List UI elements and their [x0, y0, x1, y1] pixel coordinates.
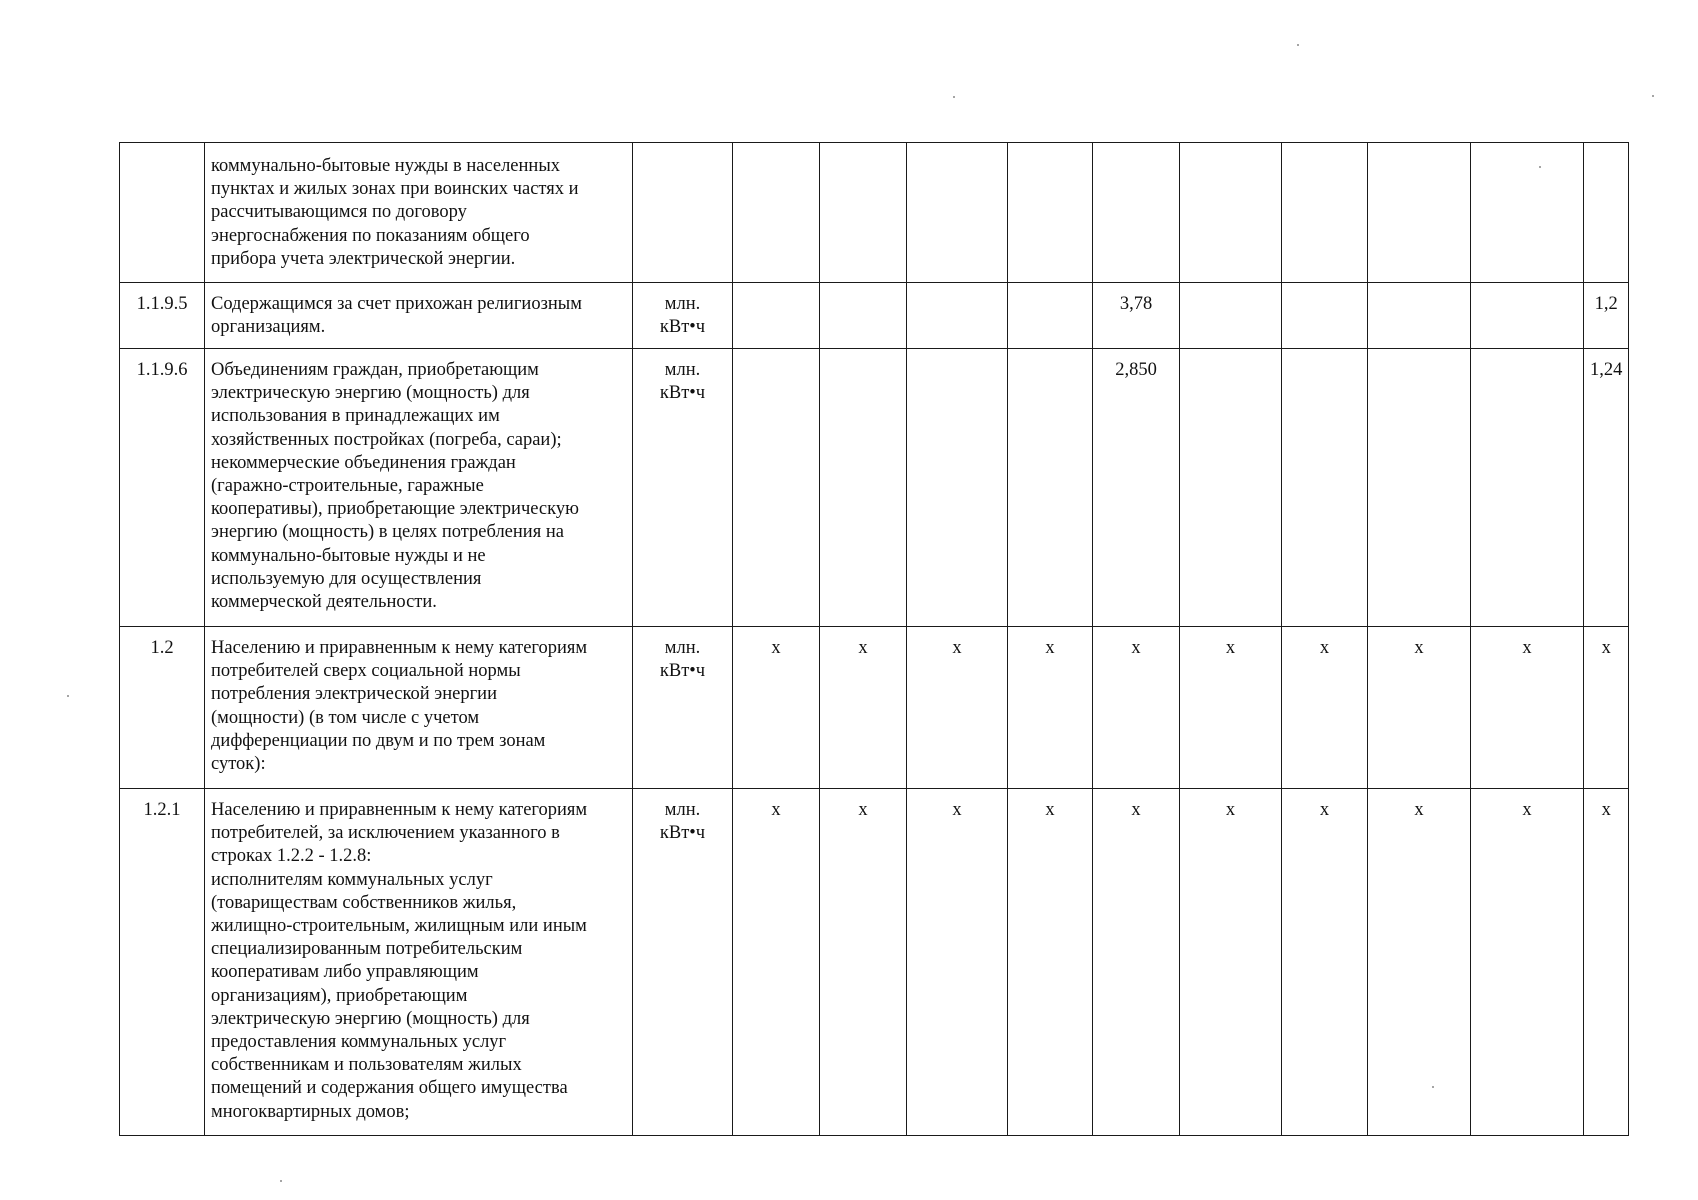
unit-cell — [633, 143, 733, 283]
unit-line: млн. — [664, 294, 701, 314]
value-cell: х — [1584, 627, 1629, 789]
description-cell — [205, 349, 633, 627]
row-number-cell: 1.2 — [120, 627, 205, 789]
unit-line: кВт•ч — [659, 383, 706, 404]
unit-line: млн. — [664, 360, 701, 380]
table-row — [120, 143, 1629, 283]
unit-line: млн. — [664, 800, 701, 820]
description-cell — [205, 283, 633, 349]
value-cell: х — [907, 627, 1008, 789]
row-number-cell: 1.1.9.5 — [120, 283, 205, 349]
value-cell — [820, 349, 907, 627]
description-line: рассчитывающимся по договору — [211, 202, 467, 223]
value-cell — [1282, 283, 1368, 349]
description-line: Объединениям граждан, приобретающим — [211, 360, 539, 380]
value-cell — [1471, 143, 1584, 283]
value-cell: х — [907, 789, 1008, 1136]
value-cell — [1282, 143, 1368, 283]
value-cell: х — [820, 627, 907, 789]
value-cell — [1368, 283, 1471, 349]
value-cell: 1,2 — [1584, 283, 1629, 349]
value-cell: х — [1008, 789, 1093, 1136]
value-cell: х — [733, 627, 820, 789]
description-line: строках 1.2.2 - 1.2.8: — [211, 846, 372, 867]
value-cell: х — [1471, 627, 1584, 789]
unit-line: кВт•ч — [659, 661, 706, 682]
value-cell: х — [1093, 789, 1180, 1136]
value-cell — [907, 283, 1008, 349]
scan-speck — [67, 695, 69, 697]
value-cell — [733, 349, 820, 627]
table-row — [120, 789, 1629, 1136]
unit-line: кВт•ч — [659, 317, 706, 338]
description-line: энергию (мощность) в целях потребления на — [211, 522, 564, 543]
description-line: многоквартирных домов; — [211, 1101, 410, 1122]
scan-speck — [953, 96, 955, 98]
description-line: используемую для осуществления — [211, 568, 482, 589]
value-cell — [1180, 143, 1282, 283]
description-line: прибора учета электрической энергии. — [211, 248, 516, 269]
scan-speck — [1652, 95, 1654, 97]
unit-cell — [633, 283, 733, 349]
description-line: коммерческой деятельности. — [211, 592, 437, 613]
value-cell — [1471, 283, 1584, 349]
description-line: дифференциации по двум и по трем зонам — [211, 730, 546, 751]
value-cell — [1180, 349, 1282, 627]
description-line: использования в принадлежащих им — [211, 406, 500, 427]
value-cell — [1584, 143, 1629, 283]
description-line: потребления электрической энергии — [211, 684, 497, 705]
description-line: энергоснабжения по показаниям общего — [211, 225, 530, 246]
value-cell — [733, 143, 820, 283]
description-line: помещений и содержания общего имущества — [211, 1078, 568, 1099]
value-cell: х — [1008, 627, 1093, 789]
description-line: организациям. — [211, 317, 326, 338]
tariff-volume-table — [119, 142, 1629, 1136]
scan-speck — [1539, 166, 1541, 168]
value-cell — [1368, 143, 1471, 283]
description-line: некоммерческие объединения граждан — [211, 452, 516, 473]
value-cell — [733, 283, 820, 349]
unit-line: млн. — [664, 638, 701, 658]
value-cell — [820, 143, 907, 283]
value-cell — [1180, 283, 1282, 349]
table-body — [120, 143, 1629, 1136]
row-number-cell — [120, 143, 205, 283]
unit-line: кВт•ч — [659, 823, 706, 844]
value-cell — [1368, 349, 1471, 627]
table-row — [120, 627, 1629, 789]
value-cell: х — [1368, 627, 1471, 789]
value-cell — [1008, 143, 1093, 283]
value-cell — [1093, 143, 1180, 283]
value-cell: х — [820, 789, 907, 1136]
table-row — [120, 349, 1629, 627]
value-cell — [907, 143, 1008, 283]
description-line: потребителей, за исключением указанного в — [211, 823, 560, 844]
value-cell — [1008, 283, 1093, 349]
value-cell — [1008, 349, 1093, 627]
value-cell: х — [1093, 627, 1180, 789]
description-line: коммунально-бытовые нужды в населенных — [211, 156, 560, 176]
unit-cell — [633, 789, 733, 1136]
value-cell: х — [1584, 789, 1629, 1136]
row-number-cell: 1.2.1 — [120, 789, 205, 1136]
value-cell — [1471, 349, 1584, 627]
description-line: исполнителям коммунальных услуг — [211, 869, 493, 890]
value-cell: х — [1180, 627, 1282, 789]
value-cell: х — [1471, 789, 1584, 1136]
description-line: (гаражно-строительные, гаражные — [211, 476, 484, 497]
description-line: предоставления коммунальных услуг — [211, 1032, 507, 1053]
scan-speck — [1297, 44, 1299, 46]
description-line: хозяйственных постройках (погреба, сараи); — [211, 429, 562, 450]
value-cell: х — [1282, 627, 1368, 789]
description-line: кооперативам либо управляющим — [211, 962, 479, 983]
row-number-cell: 1.1.9.6 — [120, 349, 205, 627]
description-line: специализированным потребительским — [211, 939, 523, 960]
unit-cell — [633, 349, 733, 627]
description-line: суток): — [211, 754, 266, 775]
description-line: электрическую энергию (мощность) для — [211, 1008, 530, 1029]
description-line: собственникам и пользователям жилых — [211, 1055, 522, 1076]
description-line: (товариществам собственников жилья, — [211, 892, 517, 913]
value-cell: 3,78 — [1093, 283, 1180, 349]
description-line: жилищно-строительным, жилищным или иным — [211, 916, 587, 937]
value-cell — [820, 283, 907, 349]
scan-speck — [1432, 1086, 1434, 1088]
value-cell: 1,24 — [1584, 349, 1629, 627]
description-line: электрическую энергию (мощность) для — [211, 383, 530, 404]
table-row — [120, 283, 1629, 349]
value-cell — [1282, 349, 1368, 627]
value-cell: 2,850 — [1093, 349, 1180, 627]
description-cell — [205, 789, 633, 1136]
value-cell — [907, 349, 1008, 627]
scan-speck — [280, 1180, 282, 1182]
value-cell: х — [1180, 789, 1282, 1136]
description-line: потребителей сверх социальной нормы — [211, 661, 521, 682]
description-line: Населению и приравненным к нему категориям — [211, 800, 588, 820]
description-line: коммунально-бытовые нужды и не — [211, 545, 486, 566]
value-cell: х — [1282, 789, 1368, 1136]
description-line: пунктах и жилых зонах при воинских частях и — [211, 179, 579, 200]
description-cell — [205, 143, 633, 283]
description-line: Содержащимся за счет прихожан религиозным — [211, 294, 582, 314]
description-line: кооперативы), приобретающие электрическую — [211, 499, 579, 520]
description-line: Населению и приравненным к нему категориям — [211, 638, 588, 658]
description-cell — [205, 627, 633, 789]
value-cell: х — [733, 789, 820, 1136]
description-line: (мощности) (в том числе с учетом — [211, 707, 480, 728]
value-cell: х — [1368, 789, 1471, 1136]
description-line: организациям), приобретающим — [211, 985, 468, 1006]
unit-cell — [633, 627, 733, 789]
